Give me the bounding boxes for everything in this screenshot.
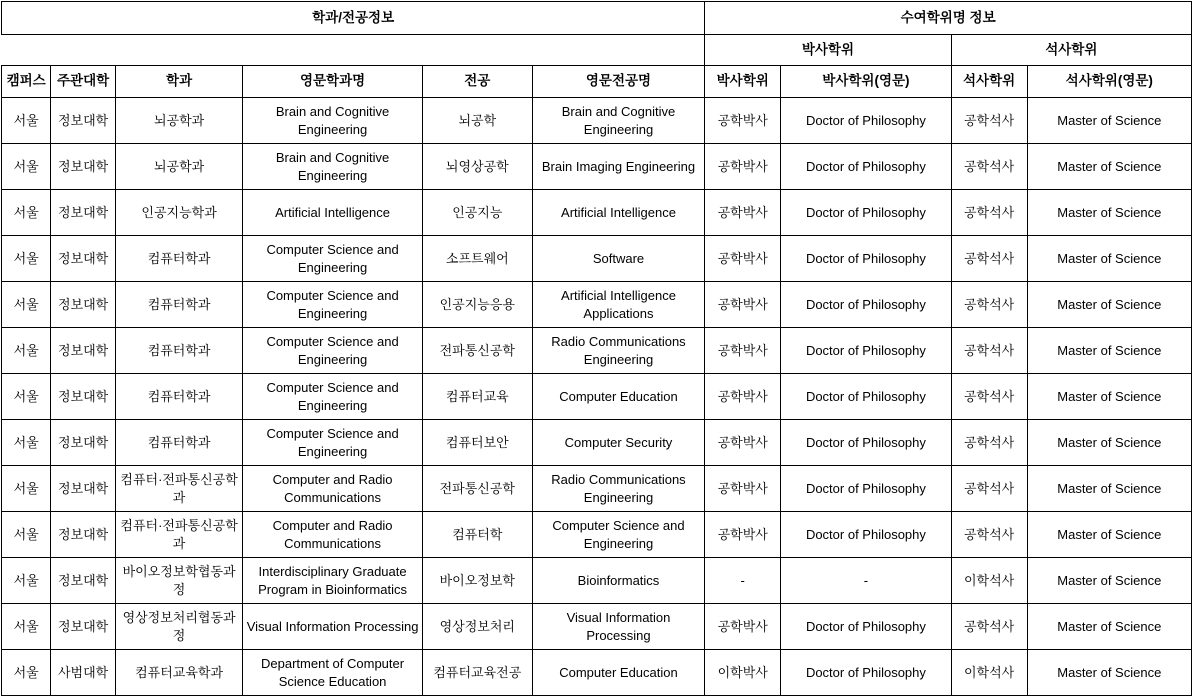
sub-header-row [2, 35, 1192, 66]
cell-master-degree-english: Master of Science [1027, 466, 1191, 512]
cell-master-degree: 공학석사 [951, 420, 1027, 466]
cell-master-degree-english: Master of Science [1027, 374, 1191, 420]
cell-department-english: Computer Science and Engineering [243, 236, 423, 282]
cell-master-degree: 이학석사 [951, 650, 1027, 696]
cell-doctoral-degree-english: Doctor of Philosophy [781, 328, 951, 374]
column-header-row [2, 66, 1192, 98]
cell-doctoral-degree-english: Doctor of Philosophy [781, 282, 951, 328]
cell-master-degree: 공학석사 [951, 604, 1027, 650]
cell-doctoral-degree: 공학박사 [705, 466, 781, 512]
cell-master-degree-english: Master of Science [1027, 328, 1191, 374]
cell-master-degree-english: Master of Science [1027, 144, 1191, 190]
cell-major-english: Brain Imaging Engineering [532, 144, 705, 190]
sub-header-master: 석사학위 [951, 35, 1191, 66]
cell-major: 컴퓨터교육전공 [422, 650, 532, 696]
cell-doctoral-degree-english: Doctor of Philosophy [781, 650, 951, 696]
cell-doctoral-degree-english: Doctor of Philosophy [781, 144, 951, 190]
cell-master-degree-english: Master of Science [1027, 604, 1191, 650]
cell-master-degree: 공학석사 [951, 98, 1027, 144]
cell-master-degree-english: Master of Science [1027, 190, 1191, 236]
cell-doctoral-degree-english: Doctor of Philosophy [781, 98, 951, 144]
cell-major-english: Computer Education [532, 374, 705, 420]
cell-master-degree-english: Master of Science [1027, 282, 1191, 328]
cell-doctoral-degree: 공학박사 [705, 604, 781, 650]
sub-header-doctoral: 박사학위 [705, 35, 951, 66]
cell-department: 바이오정보학협동과정 [115, 558, 242, 604]
cell-major: 영상정보처리 [422, 604, 532, 650]
cell-master-degree-english: Master of Science [1027, 650, 1191, 696]
table-row [2, 466, 1192, 512]
cell-doctoral-degree: 공학박사 [705, 98, 781, 144]
cell-college: 정보대학 [51, 190, 116, 236]
cell-master-degree: 공학석사 [951, 282, 1027, 328]
cell-department: 인공지능학과 [115, 190, 242, 236]
cell-college: 정보대학 [51, 144, 116, 190]
table-row [2, 374, 1192, 420]
table-row [2, 236, 1192, 282]
table-header [2, 2, 1192, 98]
cell-major: 컴퓨터교육 [422, 374, 532, 420]
cell-master-degree-english: Master of Science [1027, 558, 1191, 604]
cell-campus: 서울 [2, 604, 51, 650]
cell-college: 정보대학 [51, 282, 116, 328]
cell-doctoral-degree-english: Doctor of Philosophy [781, 420, 951, 466]
cell-major-english: Computer Science and Engineering [532, 512, 705, 558]
cell-master-degree: 공학석사 [951, 144, 1027, 190]
column-header-master-degree: 석사학위 [951, 66, 1027, 98]
cell-doctoral-degree: 공학박사 [705, 190, 781, 236]
cell-major: 전파통신공학 [422, 328, 532, 374]
column-header-master-degree-english: 석사학위(영문) [1027, 66, 1191, 98]
cell-department-english: Brain and Cognitive Engineering [243, 144, 423, 190]
table-row [2, 420, 1192, 466]
cell-campus: 서울 [2, 420, 51, 466]
cell-department: 영상정보처리협동과정 [115, 604, 242, 650]
cell-doctoral-degree: 공학박사 [705, 144, 781, 190]
cell-master-degree-english: Master of Science [1027, 98, 1191, 144]
cell-campus: 서울 [2, 328, 51, 374]
cell-major-english: Computer Security [532, 420, 705, 466]
cell-department: 뇌공학과 [115, 98, 242, 144]
cell-doctoral-degree-english: Doctor of Philosophy [781, 190, 951, 236]
cell-master-degree: 공학석사 [951, 328, 1027, 374]
cell-department: 컴퓨터·전파통신공학과 [115, 512, 242, 558]
cell-master-degree: 이학석사 [951, 558, 1027, 604]
cell-college: 정보대학 [51, 420, 116, 466]
cell-major: 컴퓨터학 [422, 512, 532, 558]
cell-college: 정보대학 [51, 512, 116, 558]
column-header-major-english: 영문전공명 [532, 66, 705, 98]
cell-department: 뇌공학과 [115, 144, 242, 190]
cell-doctoral-degree: 공학박사 [705, 328, 781, 374]
cell-doctoral-degree-english: Doctor of Philosophy [781, 604, 951, 650]
cell-master-degree: 공학석사 [951, 190, 1027, 236]
cell-campus: 서울 [2, 558, 51, 604]
cell-doctoral-degree-english: Doctor of Philosophy [781, 512, 951, 558]
cell-department: 컴퓨터학과 [115, 420, 242, 466]
table-row [2, 650, 1192, 696]
cell-master-degree: 공학석사 [951, 466, 1027, 512]
cell-college: 정보대학 [51, 236, 116, 282]
cell-major-english: Radio Communications Engineering [532, 466, 705, 512]
cell-department: 컴퓨터교육학과 [115, 650, 242, 696]
cell-college: 정보대학 [51, 558, 116, 604]
cell-master-degree: 공학석사 [951, 512, 1027, 558]
cell-department: 컴퓨터학과 [115, 374, 242, 420]
cell-department-english: Computer and Radio Communications [243, 512, 423, 558]
cell-major: 뇌영상공학 [422, 144, 532, 190]
degree-information-table [1, 1, 1192, 696]
cell-campus: 서울 [2, 98, 51, 144]
cell-department-english: Interdisciplinary Graduate Program in Bioinformatics [243, 558, 423, 604]
cell-department-english: Computer Science and Engineering [243, 420, 423, 466]
cell-major-english: Bioinformatics [532, 558, 705, 604]
cell-doctoral-degree-english: - [781, 558, 951, 604]
cell-department-english: Brain and Cognitive Engineering [243, 98, 423, 144]
cell-department-english: Computer and Radio Communications [243, 466, 423, 512]
column-header-major: 전공 [422, 66, 532, 98]
group-header-degree-info: 수여학위명 정보 [705, 2, 1192, 35]
cell-major: 인공지능 [422, 190, 532, 236]
cell-doctoral-degree: 공학박사 [705, 374, 781, 420]
cell-campus: 서울 [2, 512, 51, 558]
column-header-doctoral-degree: 박사학위 [705, 66, 781, 98]
cell-major-english: Radio Communications Engineering [532, 328, 705, 374]
cell-doctoral-degree: - [705, 558, 781, 604]
cell-campus: 서울 [2, 374, 51, 420]
cell-doctoral-degree: 공학박사 [705, 512, 781, 558]
cell-master-degree-english: Master of Science [1027, 512, 1191, 558]
table-row [2, 190, 1192, 236]
cell-department-english: Visual Information Processing [243, 604, 423, 650]
cell-department-english: Computer Science and Engineering [243, 374, 423, 420]
cell-campus: 서울 [2, 144, 51, 190]
table-row [2, 604, 1192, 650]
cell-major: 인공지능응용 [422, 282, 532, 328]
cell-department: 컴퓨터학과 [115, 328, 242, 374]
group-header-row [2, 2, 1192, 35]
cell-major-english: Brain and Cognitive Engineering [532, 98, 705, 144]
cell-doctoral-degree-english: Doctor of Philosophy [781, 236, 951, 282]
cell-department: 컴퓨터학과 [115, 236, 242, 282]
cell-department-english: Computer Science and Engineering [243, 282, 423, 328]
table-row [2, 144, 1192, 190]
cell-college: 정보대학 [51, 374, 116, 420]
cell-major: 뇌공학 [422, 98, 532, 144]
cell-doctoral-degree-english: Doctor of Philosophy [781, 374, 951, 420]
column-header-campus: 캠퍼스 [2, 66, 51, 98]
cell-college: 정보대학 [51, 466, 116, 512]
cell-major-english: Artificial Intelligence [532, 190, 705, 236]
cell-major-english: Software [532, 236, 705, 282]
cell-department: 컴퓨터·전파통신공학과 [115, 466, 242, 512]
cell-major-english: Artificial Intelligence Applications [532, 282, 705, 328]
cell-college: 정보대학 [51, 98, 116, 144]
cell-major: 바이오정보학 [422, 558, 532, 604]
cell-master-degree: 공학석사 [951, 236, 1027, 282]
table-body [2, 98, 1192, 696]
cell-master-degree-english: Master of Science [1027, 420, 1191, 466]
cell-major: 소프트웨어 [422, 236, 532, 282]
cell-doctoral-degree: 공학박사 [705, 420, 781, 466]
cell-master-degree: 공학석사 [951, 374, 1027, 420]
sub-header-spacer [2, 35, 705, 66]
cell-campus: 서울 [2, 282, 51, 328]
cell-major-english: Computer Education [532, 650, 705, 696]
group-header-department-info: 학과/전공정보 [2, 2, 705, 35]
cell-department-english: Department of Computer Science Education [243, 650, 423, 696]
table-row [2, 328, 1192, 374]
table-row [2, 512, 1192, 558]
cell-master-degree-english: Master of Science [1027, 236, 1191, 282]
cell-campus: 서울 [2, 466, 51, 512]
cell-doctoral-degree-english: Doctor of Philosophy [781, 466, 951, 512]
cell-campus: 서울 [2, 190, 51, 236]
cell-major: 컴퓨터보안 [422, 420, 532, 466]
cell-college: 정보대학 [51, 604, 116, 650]
cell-doctoral-degree: 이학박사 [705, 650, 781, 696]
cell-major-english: Visual Information Processing [532, 604, 705, 650]
cell-doctoral-degree: 공학박사 [705, 236, 781, 282]
table-row [2, 282, 1192, 328]
cell-doctoral-degree: 공학박사 [705, 282, 781, 328]
cell-campus: 서울 [2, 650, 51, 696]
table-row [2, 558, 1192, 604]
cell-campus: 서울 [2, 236, 51, 282]
cell-college: 사범대학 [51, 650, 116, 696]
column-header-department-english: 영문학과명 [243, 66, 423, 98]
column-header-doctoral-degree-english: 박사학위(영문) [781, 66, 951, 98]
column-header-college: 주관대학 [51, 66, 116, 98]
table-row [2, 98, 1192, 144]
cell-department-english: Computer Science and Engineering [243, 328, 423, 374]
cell-college: 정보대학 [51, 328, 116, 374]
cell-major: 전파통신공학 [422, 466, 532, 512]
column-header-department: 학과 [115, 66, 242, 98]
cell-department: 컴퓨터학과 [115, 282, 242, 328]
cell-department-english: Artificial Intelligence [243, 190, 423, 236]
